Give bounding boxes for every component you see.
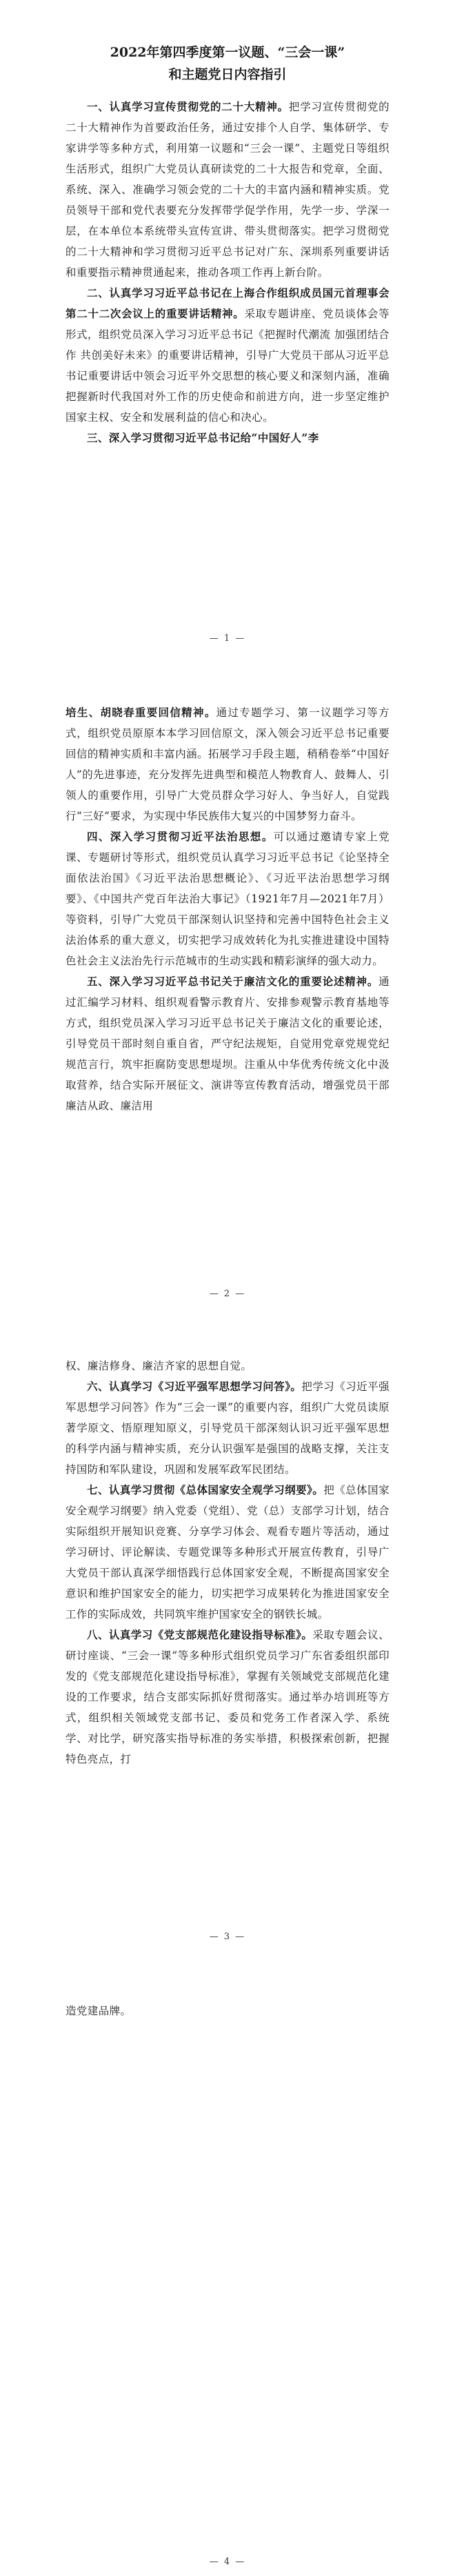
paragraph-2 [65,283,390,428]
paragraph-1 [65,97,390,283]
paragraph-6-heading: 六、认真学习《习近平强军思想学习问答》。 [87,1380,302,1393]
page-number-1: — 1 — [209,633,246,644]
document-title-line-2: 和主题党日内容指引 [168,67,287,82]
paragraph-5-body: 通过汇编学习材料、组织观看警示教育片、安排参观警示教育基地等方式，组织党员深入学习习近平总书记关于廉洁文化的重要论述，引导党员干部时刻自重自省，严守纪法规矩，自觉用党章党规党纪规范言行，筑牢拒腐防变思想堤坝。注重从中华优秀传统文化中汲取营养，结合实际开展征文、演讲等宣传教育活动，增强党员干部廉洁从政、廉洁用 [65,975,390,1112]
page-1-text [65,41,390,448]
paragraph-1-heading: 一、认真学习宣传贯彻党的二十大精神。 [87,100,289,113]
page-number-2: — 2 — [209,1289,246,1299]
paragraph-6-body: 把学习《习近平强军思想学习问答》作为“三会一课”的重要内容，组织广大党员读原著学原文、悟原理知原义，引导党员干部深刻认识习近平强军思想的科学内涵与精神实质，充分认识强军是强国的战略支撑，关注支持国防和军队建设，巩固和发展军政军民团结。 [65,1380,390,1476]
paragraph-7-body: 把《总体国家安全观学习纲要》纳入党委（党组）、党（总）支部学习计划，结合实际组织开展知识竞赛、分享学习体会、观看专题片等活动，通过学习研讨、评论解读、专题党课等多种形式开展宣传教育，引导广大党员干部认真深学细悟践行总体国家安全观，不断提高国家安全意识和维护国家安全的能力，切实把学习成果转化为推进国家安全工作的实际成效，共同筑牢维护国家安全的钢铁长城。 [65,1484,390,1621]
paragraph-3-heading-continued: 培生、胡晓春重要回信精神。 [65,706,216,719]
paragraph-4 [65,826,390,971]
page-4-text [65,2001,390,2021]
paragraph-4-body: 可以通过邀请专家上党课、专题研讨等形式，组织党员认真学习习近平总书记《论坚持全面依法治国》《习近平法治思想概论》、《习近平法治思想学习纲要》、《中国共产党百年法治大事记》（1921年7月—2021年7月）等资料，引导广大党员干部深刻认识坚持和完善中国特色社会主义法治体系的重大意义，切实把学习成效转化为扎实推进建设中国特色社会主义法治先行示范城市的生动实践和精彩演绎的强大动力。 [65,831,390,967]
paragraph-4-heading: 四、深入学习贯彻习近平法治思想。 [87,830,274,843]
paragraph-7-heading: 七、认真学习贯彻《总体国家安全观学习纲要》。 [87,1483,324,1496]
paragraph-2-body: 采取专题讲座、党员谈体会等形式，组织党员深入学习习近平总书记《把握时代潮流 加强团结合作 共创美好未来》的重要讲话精神，引导广大党员干部从习近平总书记重要讲话中领会习近平外交思想的核心要义和深刻内涵，准确把握新时代我国对外工作的历史使命和前进方向，进一步坚定维护国家主权、安全和发展利益的信心和决心。 [65,308,390,424]
paragraph-3-body: 通过专题学习、第一议题学习等方式，组织党员原原本本学习回信原文，深入领会习近平总书记重要回信的精神实质和丰富内涵。拓展学习手段主题，稍稍卷举“中国好人”的先进事迹，充分发挥先进典型和模范人物教育人、鼓舞人、引领人的重要作用，引导广大党员群众学习好人、争当好人，自觉践行“三好”要求，为实现中华民族伟大复兴的中国梦努力奋斗。 [65,706,390,822]
paragraph-5-continued: 权、廉洁修身、廉洁齐家的思想自觉。 [65,1360,252,1372]
paragraph-7 [65,1480,390,1625]
paragraph-3-heading: 三、深入学习贯彻习近平总书记给“中国好人”李 [87,431,319,444]
paragraph-3-continued [65,702,390,826]
paragraph-5-heading: 五、深入学习习近平总书记关于廉洁文化的重要论述精神。 [87,975,379,988]
page-2-text [65,702,390,1116]
page-number-4: — 4 — [209,2557,246,2567]
document-title-line-1: 2022年第四季度第一议题、“三会一课” [110,45,345,60]
paragraph-8-body: 采取专题会议、研讨座谈、“三会一课”等多种形式组织党员学习广东省委组织部印发的《党支部规范化建设指导标准》，掌握有关领域党支部规范化建设的工作要求，结合支部实际抓好贯彻落实。通过举办培训班等方式，组织相关领域党支部书记、委员和党务工作者深入学、系统学、对比学，研究落实指导标准的务实举措，积极探索创新，把握特色亮点，打 [65,1629,390,1765]
paragraph-3-start [65,428,390,448]
paragraph-8 [65,1625,390,1770]
page-number-3: — 3 — [209,1932,246,1942]
paragraph-8-heading: 八、认真学习《党支部规范化建设指导标准》。 [87,1628,313,1641]
page-3-text [65,1356,390,1770]
paragraph-5 [65,971,390,1116]
paragraph-8-continued: 造党建品牌。 [65,2005,132,2017]
paragraph-1-body: 把学习宣传贯彻党的二十大精神作为首要政治任务，通过安排个人自学、集体研学、专家讲学等多种方式，利用第一议题和“三会一课”、主题党日等组织生活形式，组织广大党员认真研读党的二十大报告和党章，全面、系统、深入、准确学习领会党的二十大的丰富内涵和精神实质。党员领导干部和党代表要充分发挥带学促学作用，先学一步、学深一层，在本单位本系统带头宣传宣讲、带头贯彻落实。把学习贯彻党的二十大精神和学习贯彻习近平总书记对广东、深圳系列重要讲话和重要指示精神贯通起来，推动各项工作再上新台阶。 [65,101,390,279]
paragraph-2-heading: 二、认真学习习近平总书记在上海合作组织成员国元首理事会第二十二次会议上的重要讲话精神。 [65,286,390,320]
paragraph-6 [65,1376,390,1480]
